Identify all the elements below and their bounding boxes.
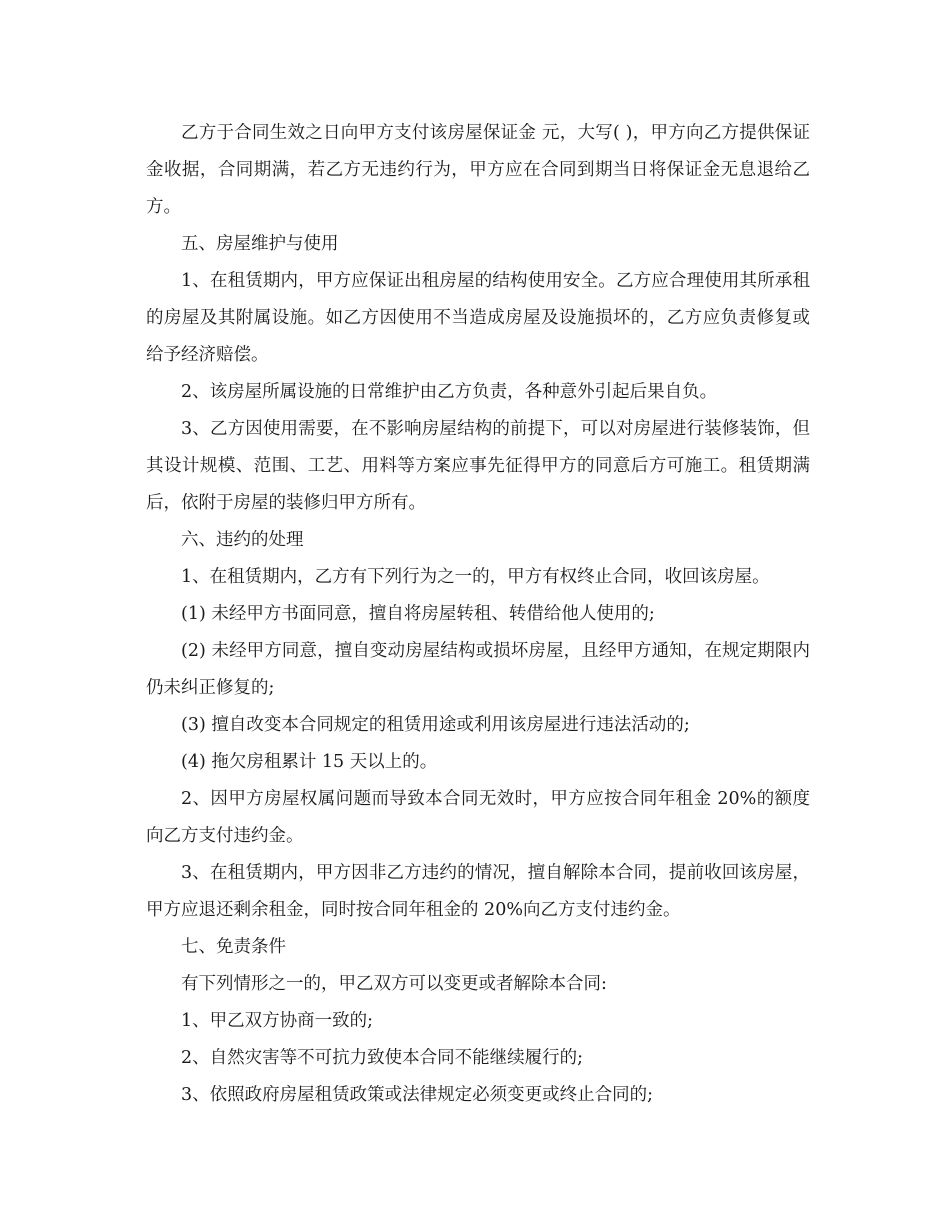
- paragraph-breach-1: 1、在租赁期内，乙方有下列行为之一的，甲方有权终止合同，收回该房屋。: [181, 567, 770, 587]
- list-item-exemption-3: 3、依照政府房屋租赁政策或法律规定必须变更或终止合同的;: [181, 1085, 654, 1105]
- section-heading-exemption: 七、免责条件: [181, 937, 286, 957]
- list-item-exemption-1: 1、甲乙双方协商一致的;: [181, 1011, 374, 1031]
- list-item-breach-2: (2) 未经甲方同意，擅自变动房屋结构或损坏房屋，且经甲方通知，在规定期限内仍未纠正修复的;: [146, 641, 810, 698]
- list-item-exemption-2: 2、自然灾害等不可抗力致使本合同不能继续履行的;: [181, 1048, 584, 1068]
- paragraph-deposit: 乙方于合同生效之日向甲方支付该房屋保证金 元，大写( )，甲方向乙方提供保证金收据，合同期满，若乙方无违约行为，甲方应在合同到期当日将保证金无息退给乙方。: [146, 123, 810, 217]
- list-item-breach-3: (3) 擅自改变本合同规定的租赁用途或利用该房屋进行违法活动的;: [181, 715, 690, 735]
- paragraph-maintenance-3: 3、乙方因使用需要，在不影响房屋结构的前提下，可以对房屋进行装修装饰，但其设计规模、范围、工艺、用料等方案应事先征得甲方的同意后方可施工。租赁期满后，依附于房屋的装修归甲方所有。: [146, 419, 810, 513]
- list-item-breach-4: (4) 拖欠房租累计 15 天以上的。: [181, 752, 438, 772]
- paragraph-exemption-intro: 有下列情形之一的，甲乙双方可以变更或者解除本合同:: [181, 974, 607, 994]
- paragraph-maintenance-2: 2、该房屋所属设施的日常维护由乙方负责，各种意外引起后果自负。: [181, 382, 718, 402]
- paragraph-maintenance-1: 1、在租赁期内，甲方应保证出租房屋的结构使用安全。乙方应合理使用其所承租的房屋及其附属设施。如乙方因使用不当造成房屋及设施损坏的，乙方应负责修复或给予经济赔偿。: [146, 271, 810, 365]
- document-body: [146, 115, 810, 1114]
- paragraph-breach-2: 2、因甲方房屋权属问题而导致本合同无效时，甲方应按合同年租金 20%的额度向乙方支付违约金。: [146, 789, 810, 846]
- paragraph-breach-3: 3、在租赁期内，甲方因非乙方违约的情况，擅自解除本合同，提前收回该房屋，甲方应退还剩余租金，同时按合同年租金的 20%向乙方支付违约金。: [146, 863, 810, 920]
- section-heading-breach: 六、违约的处理: [181, 530, 304, 550]
- section-heading-maintenance: 五、房屋维护与使用: [181, 234, 339, 254]
- list-item-breach-1: (1) 未经甲方书面同意，擅自将房屋转租、转借给他人使用的;: [181, 604, 655, 624]
